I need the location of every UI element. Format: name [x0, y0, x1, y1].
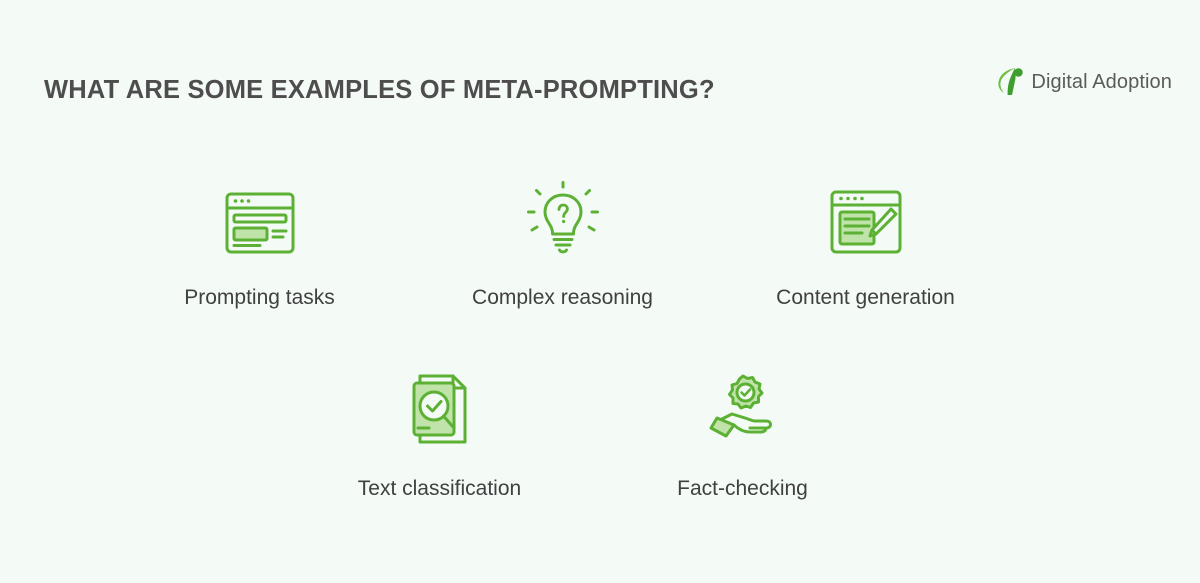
lightbulb-question-icon — [515, 175, 611, 271]
diagram-item-label: Prompting tasks — [184, 286, 335, 309]
document-check-magnifier-icon — [392, 362, 488, 458]
brand — [994, 66, 1172, 98]
brand-name: Digital Adoption — [1031, 70, 1172, 93]
leaf-a-logo-icon — [994, 66, 1024, 98]
diagram-row-1 — [0, 175, 1200, 310]
page-title: WHAT ARE SOME EXAMPLES OF META-PROMPTING? — [44, 76, 715, 104]
diagram-item-label: Content generation — [776, 286, 955, 309]
diagram-item-content-generation — [714, 175, 1017, 310]
browser-window-icon — [212, 175, 308, 271]
diagram-item-prompting-tasks — [108, 175, 411, 310]
hand-gear-icon — [695, 362, 791, 458]
diagram-item-label: Text classification — [357, 477, 522, 500]
diagram-item-label: Fact-checking — [677, 477, 808, 500]
diagram-row-2 — [0, 362, 1200, 501]
document-pencil-icon — [818, 175, 914, 271]
diagram-item-label: Complex reasoning — [472, 286, 653, 309]
diagram-item-complex-reasoning — [411, 175, 714, 310]
diagram-item-text-classification — [288, 362, 591, 501]
header — [44, 66, 1172, 118]
diagram-item-fact-checking — [591, 362, 894, 501]
